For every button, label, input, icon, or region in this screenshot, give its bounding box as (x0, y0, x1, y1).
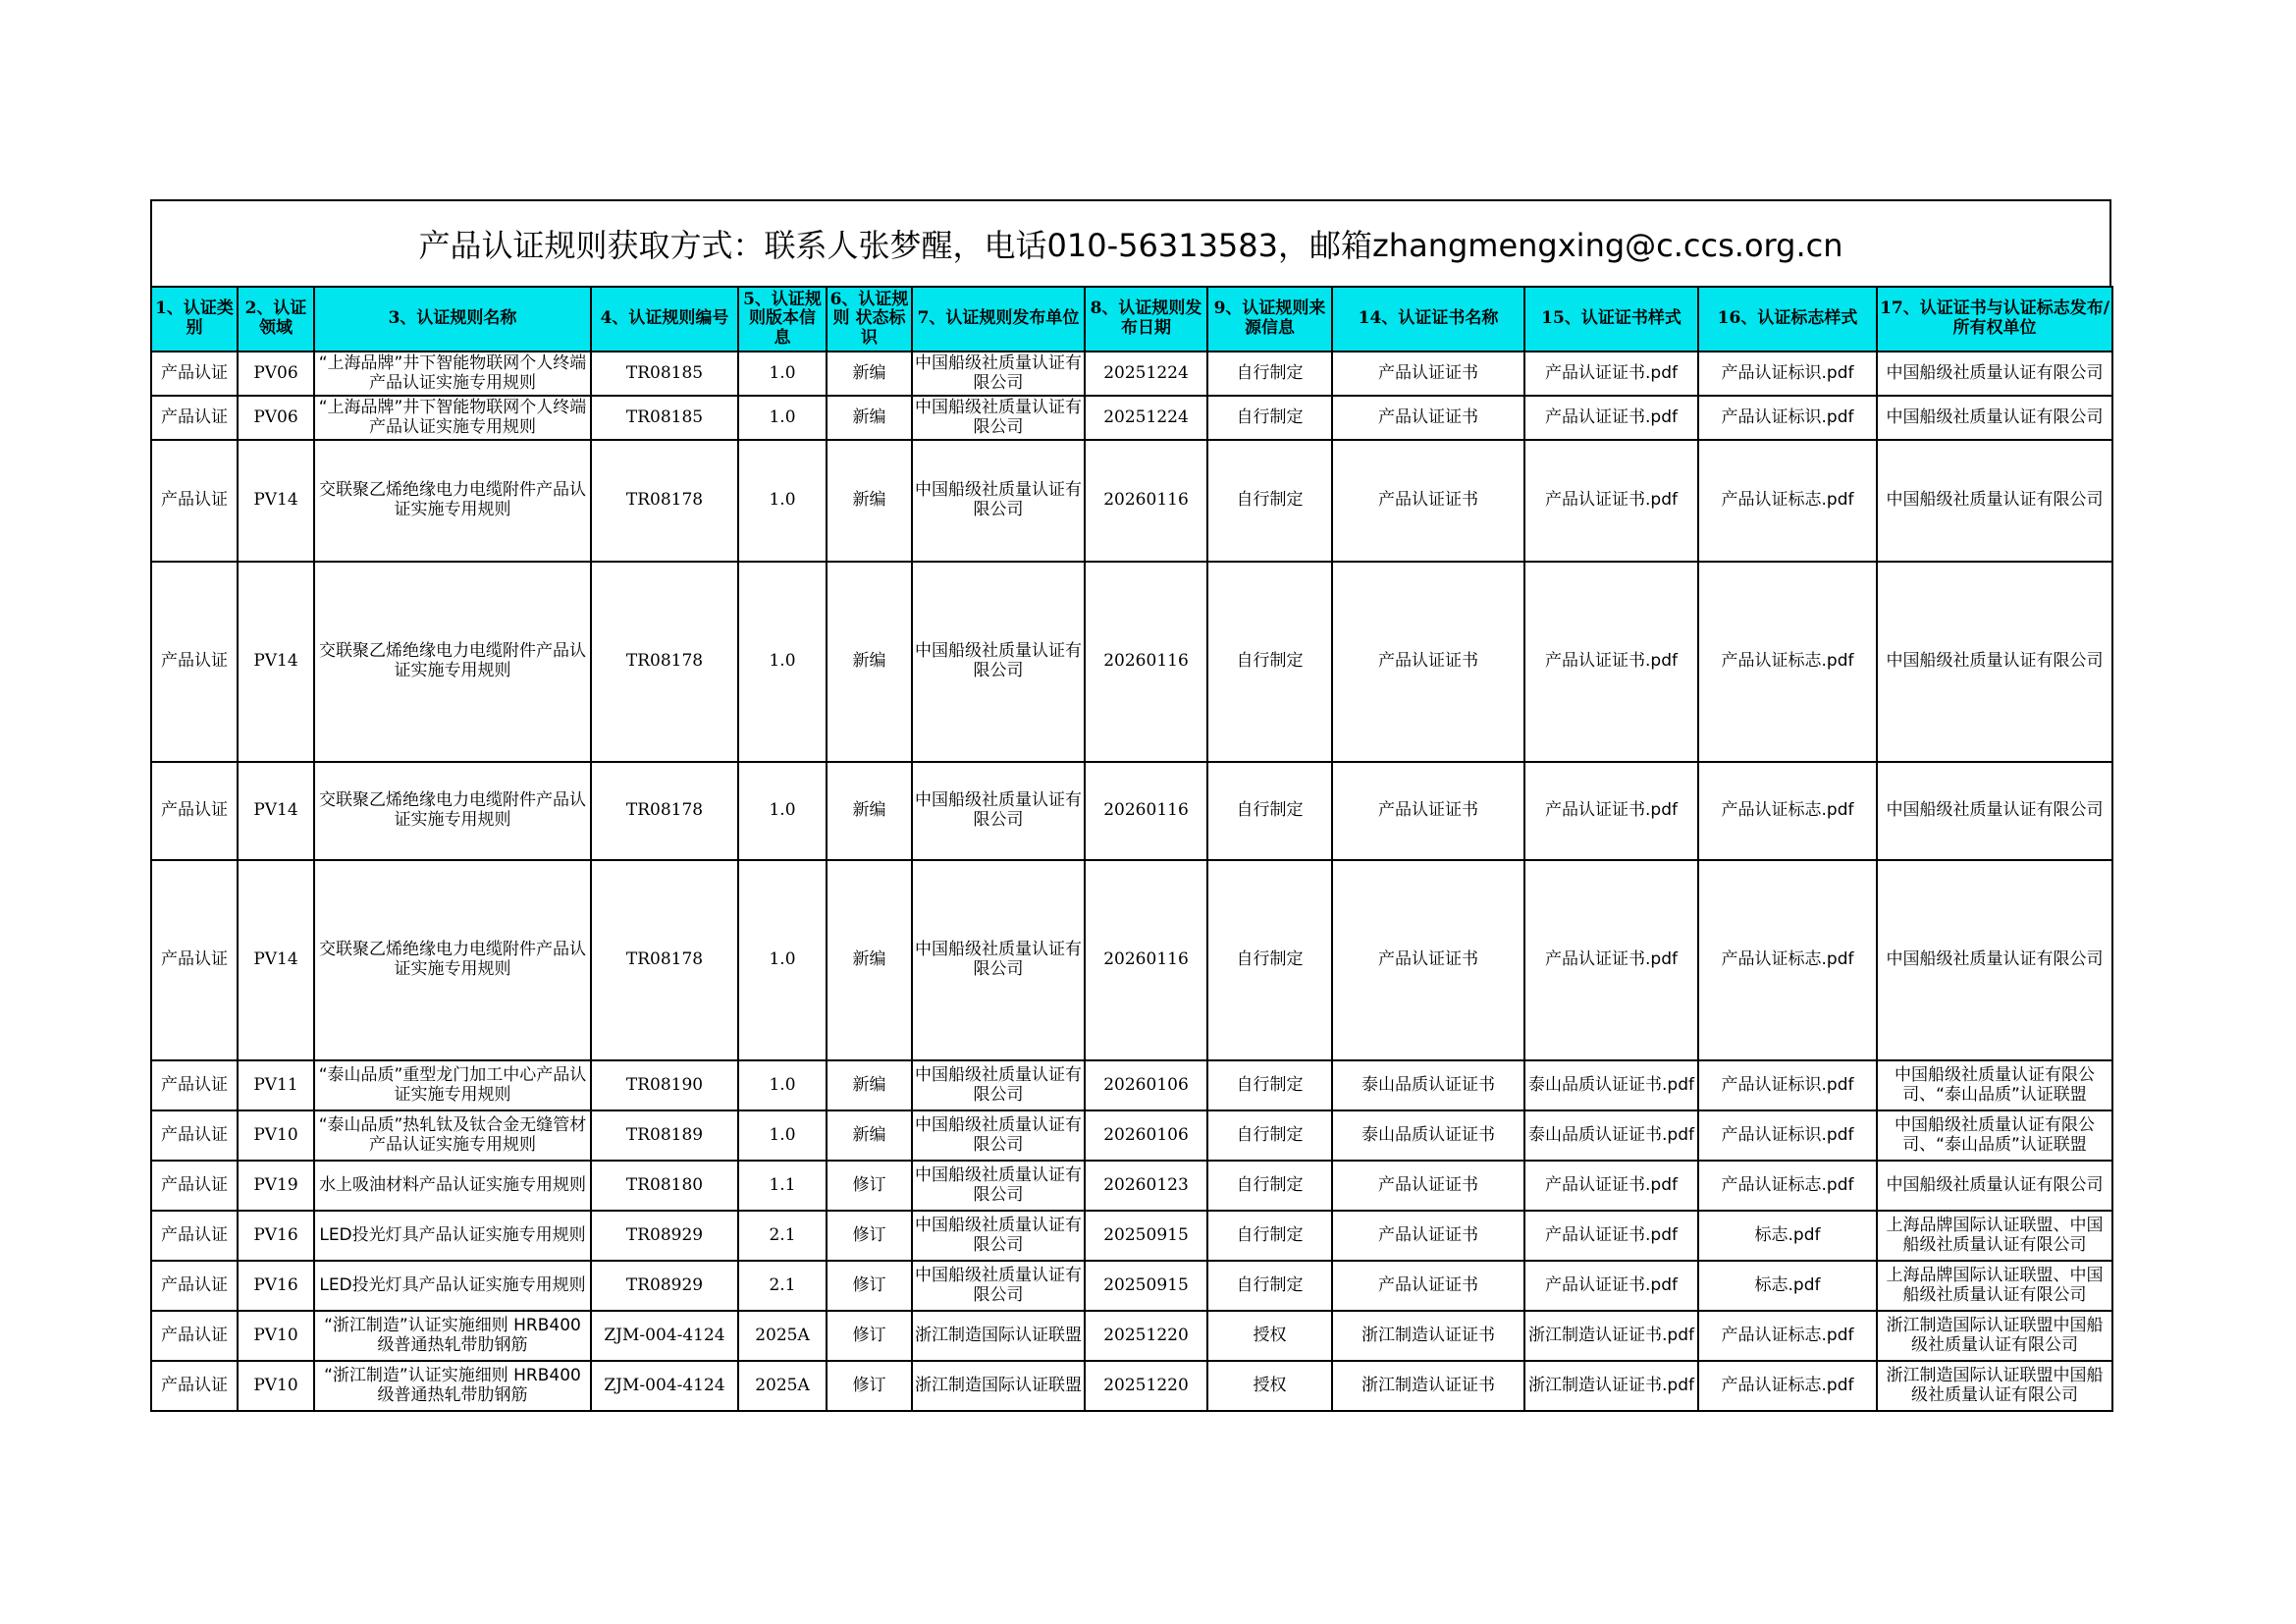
cell-version: 1.0 (738, 1110, 827, 1161)
cell-rule-name: “浙江制造”认证实施细则 HRB400级普通热轧带肋钢筋 (314, 1311, 591, 1361)
cell-cert-name: 产品认证证书 (1332, 440, 1524, 562)
cell-owner: 中国船级社质量认证有限公司 (1877, 1161, 2112, 1211)
cell-source: 自行制定 (1207, 396, 1332, 440)
header-category: 1、认证类别 (151, 287, 238, 352)
header-rule-name: 3、认证规则名称 (314, 287, 591, 352)
header-publish-date: 8、认证规则发布日期 (1085, 287, 1207, 352)
cell-domain: PV10 (238, 1361, 314, 1411)
cell-status: 修订 (827, 1311, 912, 1361)
cell-rule-name: 交联聚乙烯绝缘电力电缆附件产品认证实施专用规则 (314, 860, 591, 1060)
cell-domain: PV06 (238, 352, 314, 396)
cell-owner: 中国船级社质量认证有限公司 (1877, 396, 2112, 440)
cell-cert-name: 浙江制造认证证书 (1332, 1361, 1524, 1411)
cell-publisher: 中国船级社质量认证有限公司 (912, 1060, 1085, 1110)
cell-mark-style: 产品认证标识.pdf (1698, 396, 1877, 440)
cell-owner: 浙江制造国际认证联盟中国船级社质量认证有限公司 (1877, 1361, 2112, 1411)
cell-publisher: 浙江制造国际认证联盟 (912, 1311, 1085, 1361)
cell-rule-code: TR08178 (591, 562, 738, 762)
cell-status: 新编 (827, 396, 912, 440)
header-cert-style: 15、认证证书样式 (1524, 287, 1698, 352)
cell-version: 2025A (738, 1311, 827, 1361)
table-row (151, 1161, 2112, 1211)
cell-cert-style: 泰山品质认证证书.pdf (1524, 1060, 1698, 1110)
cell-category: 产品认证 (151, 440, 238, 562)
cell-rule-name: LED投光灯具产品认证实施专用规则 (314, 1211, 591, 1261)
cell-owner: 上海品牌国际认证联盟、中国船级社质量认证有限公司 (1877, 1211, 2112, 1261)
table-row (151, 352, 2112, 396)
cell-owner: 中国船级社质量认证有限公司 (1877, 352, 2112, 396)
table-row (151, 860, 2112, 1060)
cell-owner: 中国船级社质量认证有限公司、“泰山品质”认证联盟 (1877, 1110, 2112, 1161)
cell-domain: PV11 (238, 1060, 314, 1110)
cell-mark-style: 产品认证标志.pdf (1698, 860, 1877, 1060)
cell-cert-name: 产品认证证书 (1332, 396, 1524, 440)
cell-mark-style: 标志.pdf (1698, 1211, 1877, 1261)
cell-publish-date: 20251220 (1085, 1311, 1207, 1361)
cell-source: 自行制定 (1207, 1261, 1332, 1311)
cell-status: 新编 (827, 440, 912, 562)
cell-cert-style: 产品认证证书.pdf (1524, 1261, 1698, 1311)
header-status: 6、认证规则 状态标识 (827, 287, 912, 352)
cell-rule-code: TR08929 (591, 1211, 738, 1261)
cell-rule-code: ZJM-004-4124 (591, 1361, 738, 1411)
cell-category: 产品认证 (151, 352, 238, 396)
cell-owner: 中国船级社质量认证有限公司 (1877, 762, 2112, 860)
cell-category: 产品认证 (151, 860, 238, 1060)
cell-domain: PV10 (238, 1311, 314, 1361)
cell-rule-code: TR08178 (591, 440, 738, 562)
cell-mark-style: 产品认证标志.pdf (1698, 1311, 1877, 1361)
cell-rule-code: TR08190 (591, 1060, 738, 1110)
cell-domain: PV10 (238, 1110, 314, 1161)
cell-cert-name: 产品认证证书 (1332, 1261, 1524, 1311)
cell-source: 自行制定 (1207, 440, 1332, 562)
header-domain: 2、认证领域 (238, 287, 314, 352)
cell-mark-style: 产品认证标识.pdf (1698, 352, 1877, 396)
cell-publish-date: 20250915 (1085, 1261, 1207, 1311)
cell-domain: PV19 (238, 1161, 314, 1211)
cell-rule-name: “泰山品质”热轧钛及钛合金无缝管材产品认证实施专用规则 (314, 1110, 591, 1161)
header-mark-style: 16、认证标志样式 (1698, 287, 1877, 352)
cell-cert-style: 浙江制造认证证书.pdf (1524, 1311, 1698, 1361)
cell-rule-name: “泰山品质”重型龙门加工中心产品认证实施专用规则 (314, 1060, 591, 1110)
cell-domain: PV14 (238, 762, 314, 860)
rules-sheet (150, 199, 2111, 1412)
header-cert-name: 14、认证证书名称 (1332, 287, 1524, 352)
cell-publisher: 中国船级社质量认证有限公司 (912, 440, 1085, 562)
cell-source: 自行制定 (1207, 562, 1332, 762)
cell-source: 自行制定 (1207, 762, 1332, 860)
cell-version: 2.1 (738, 1261, 827, 1311)
cell-mark-style: 标志.pdf (1698, 1261, 1877, 1311)
cell-version: 1.0 (738, 396, 827, 440)
cell-owner: 中国船级社质量认证有限公司 (1877, 562, 2112, 762)
cell-publisher: 中国船级社质量认证有限公司 (912, 352, 1085, 396)
header-publisher: 7、认证规则发布单位 (912, 287, 1085, 352)
cell-rule-name: “上海品牌”井下智能物联网个人终端产品认证实施专用规则 (314, 352, 591, 396)
cell-cert-name: 产品认证证书 (1332, 762, 1524, 860)
cell-rule-code: ZJM-004-4124 (591, 1311, 738, 1361)
table-body (151, 352, 2112, 1411)
cell-publish-date: 20251224 (1085, 396, 1207, 440)
cell-publisher: 中国船级社质量认证有限公司 (912, 1211, 1085, 1261)
table-row (151, 562, 2112, 762)
cell-status: 新编 (827, 762, 912, 860)
cell-source: 授权 (1207, 1311, 1332, 1361)
cell-publisher: 中国船级社质量认证有限公司 (912, 860, 1085, 1060)
cell-cert-style: 产品认证证书.pdf (1524, 762, 1698, 860)
cell-rule-name: “上海品牌”井下智能物联网个人终端产品认证实施专用规则 (314, 396, 591, 440)
cell-rule-name: 水上吸油材料产品认证实施专用规则 (314, 1161, 591, 1211)
cell-status: 修订 (827, 1161, 912, 1211)
cell-cert-name: 产品认证证书 (1332, 352, 1524, 396)
cell-owner: 浙江制造国际认证联盟中国船级社质量认证有限公司 (1877, 1311, 2112, 1361)
cell-rule-name: LED投光灯具产品认证实施专用规则 (314, 1261, 591, 1311)
cell-domain: PV14 (238, 440, 314, 562)
cell-cert-name: 产品认证证书 (1332, 562, 1524, 762)
cell-category: 产品认证 (151, 562, 238, 762)
cell-publish-date: 20250915 (1085, 1211, 1207, 1261)
rules-table (150, 286, 2113, 1412)
table-row (151, 1060, 2112, 1110)
table-header (151, 287, 2112, 352)
cell-cert-style: 产品认证证书.pdf (1524, 352, 1698, 396)
cell-category: 产品认证 (151, 1311, 238, 1361)
cell-rule-code: TR08189 (591, 1110, 738, 1161)
cell-status: 新编 (827, 860, 912, 1060)
cell-source: 自行制定 (1207, 860, 1332, 1060)
cell-version: 1.0 (738, 860, 827, 1060)
cell-owner: 中国船级社质量认证有限公司、“泰山品质”认证联盟 (1877, 1060, 2112, 1110)
cell-rule-code: TR08180 (591, 1161, 738, 1211)
cell-category: 产品认证 (151, 762, 238, 860)
cell-mark-style: 产品认证标识.pdf (1698, 1110, 1877, 1161)
cell-status: 修订 (827, 1261, 912, 1311)
cell-cert-style: 产品认证证书.pdf (1524, 860, 1698, 1060)
cell-source: 自行制定 (1207, 1161, 1332, 1211)
cell-category: 产品认证 (151, 1211, 238, 1261)
cell-mark-style: 产品认证标志.pdf (1698, 1361, 1877, 1411)
cell-version: 1.0 (738, 440, 827, 562)
cell-publisher: 中国船级社质量认证有限公司 (912, 1110, 1085, 1161)
cell-cert-name: 泰山品质认证证书 (1332, 1110, 1524, 1161)
cell-mark-style: 产品认证标志.pdf (1698, 762, 1877, 860)
cell-category: 产品认证 (151, 396, 238, 440)
cell-owner: 上海品牌国际认证联盟、中国船级社质量认证有限公司 (1877, 1261, 2112, 1311)
cell-cert-name: 浙江制造认证证书 (1332, 1311, 1524, 1361)
cell-rule-name: 交联聚乙烯绝缘电力电缆附件产品认证实施专用规则 (314, 762, 591, 860)
cell-rule-code: TR08178 (591, 860, 738, 1060)
cell-rule-code: TR08185 (591, 352, 738, 396)
cell-source: 自行制定 (1207, 1110, 1332, 1161)
cell-category: 产品认证 (151, 1110, 238, 1161)
cell-status: 新编 (827, 352, 912, 396)
cell-source: 自行制定 (1207, 1060, 1332, 1110)
cell-publish-date: 20260106 (1085, 1110, 1207, 1161)
cell-publisher: 中国船级社质量认证有限公司 (912, 762, 1085, 860)
cell-rule-code: TR08185 (591, 396, 738, 440)
cell-publish-date: 20260123 (1085, 1161, 1207, 1211)
cell-publisher: 浙江制造国际认证联盟 (912, 1361, 1085, 1411)
table-row (151, 1361, 2112, 1411)
cell-category: 产品认证 (151, 1261, 238, 1311)
cell-rule-name: 交联聚乙烯绝缘电力电缆附件产品认证实施专用规则 (314, 562, 591, 762)
cell-rule-name: 交联聚乙烯绝缘电力电缆附件产品认证实施专用规则 (314, 440, 591, 562)
cell-mark-style: 产品认证标志.pdf (1698, 440, 1877, 562)
cell-version: 1.0 (738, 562, 827, 762)
cell-cert-style: 产品认证证书.pdf (1524, 562, 1698, 762)
cell-category: 产品认证 (151, 1161, 238, 1211)
cell-mark-style: 产品认证标志.pdf (1698, 1161, 1877, 1211)
cell-owner: 中国船级社质量认证有限公司 (1877, 440, 2112, 562)
cell-domain: PV16 (238, 1211, 314, 1261)
table-row (151, 762, 2112, 860)
cell-rule-name: “浙江制造”认证实施细则 HRB400级普通热轧带肋钢筋 (314, 1361, 591, 1411)
cell-publish-date: 20260116 (1085, 860, 1207, 1060)
cell-mark-style: 产品认证标识.pdf (1698, 1060, 1877, 1110)
cell-cert-name: 泰山品质认证证书 (1332, 1060, 1524, 1110)
cell-domain: PV14 (238, 562, 314, 762)
cell-status: 修订 (827, 1361, 912, 1411)
cell-category: 产品认证 (151, 1361, 238, 1411)
header-owner: 17、认证证书与认证标志发布/所有权单位 (1877, 287, 2112, 352)
cell-cert-name: 产品认证证书 (1332, 1211, 1524, 1261)
cell-domain: PV16 (238, 1261, 314, 1311)
header-source: 9、认证规则来源信息 (1207, 287, 1332, 352)
cell-cert-style: 产品认证证书.pdf (1524, 440, 1698, 562)
cell-publisher: 中国船级社质量认证有限公司 (912, 396, 1085, 440)
cell-rule-code: TR08929 (591, 1261, 738, 1311)
cell-version: 2.1 (738, 1211, 827, 1261)
cell-publisher: 中国船级社质量认证有限公司 (912, 1261, 1085, 1311)
cell-publish-date: 20260116 (1085, 440, 1207, 562)
cell-rule-code: TR08178 (591, 762, 738, 860)
cell-cert-style: 产品认证证书.pdf (1524, 1211, 1698, 1261)
cell-mark-style: 产品认证标志.pdf (1698, 562, 1877, 762)
cell-status: 新编 (827, 562, 912, 762)
cell-status: 新编 (827, 1060, 912, 1110)
table-row (151, 440, 2112, 562)
cell-source: 授权 (1207, 1361, 1332, 1411)
cell-cert-style: 产品认证证书.pdf (1524, 396, 1698, 440)
header-rule-code: 4、认证规则编号 (591, 287, 738, 352)
cell-domain: PV14 (238, 860, 314, 1060)
cell-cert-name: 产品认证证书 (1332, 860, 1524, 1060)
cell-status: 新编 (827, 1110, 912, 1161)
cell-source: 自行制定 (1207, 1211, 1332, 1261)
cell-publisher: 中国船级社质量认证有限公司 (912, 1161, 1085, 1211)
table-row (151, 1110, 2112, 1161)
cell-publish-date: 20251224 (1085, 352, 1207, 396)
cell-category: 产品认证 (151, 1060, 238, 1110)
cell-owner: 中国船级社质量认证有限公司 (1877, 860, 2112, 1060)
table-row (151, 1211, 2112, 1261)
cell-publish-date: 20251220 (1085, 1361, 1207, 1411)
table-row (151, 1311, 2112, 1361)
cell-status: 修订 (827, 1211, 912, 1261)
cell-domain: PV06 (238, 396, 314, 440)
cell-version: 1.1 (738, 1161, 827, 1211)
cell-publish-date: 20260106 (1085, 1060, 1207, 1110)
cell-cert-name: 产品认证证书 (1332, 1161, 1524, 1211)
cell-cert-style: 浙江制造认证证书.pdf (1524, 1361, 1698, 1411)
cell-version: 1.0 (738, 762, 827, 860)
header-version: 5、认证规则版本信息 (738, 287, 827, 352)
cell-publish-date: 20260116 (1085, 762, 1207, 860)
cell-cert-style: 产品认证证书.pdf (1524, 1161, 1698, 1211)
table-row (151, 1261, 2112, 1311)
cell-cert-style: 泰山品质认证证书.pdf (1524, 1110, 1698, 1161)
cell-source: 自行制定 (1207, 352, 1332, 396)
cell-version: 1.0 (738, 352, 827, 396)
cell-publish-date: 20260116 (1085, 562, 1207, 762)
cell-publisher: 中国船级社质量认证有限公司 (912, 562, 1085, 762)
cell-version: 1.0 (738, 1060, 827, 1110)
cell-version: 2025A (738, 1361, 827, 1411)
sheet-title: 产品认证规则获取方式：联系人张梦醒，电话010-56313583，邮箱zhangmengxing@c.ccs.org.cn (150, 199, 2111, 286)
table-row (151, 396, 2112, 440)
